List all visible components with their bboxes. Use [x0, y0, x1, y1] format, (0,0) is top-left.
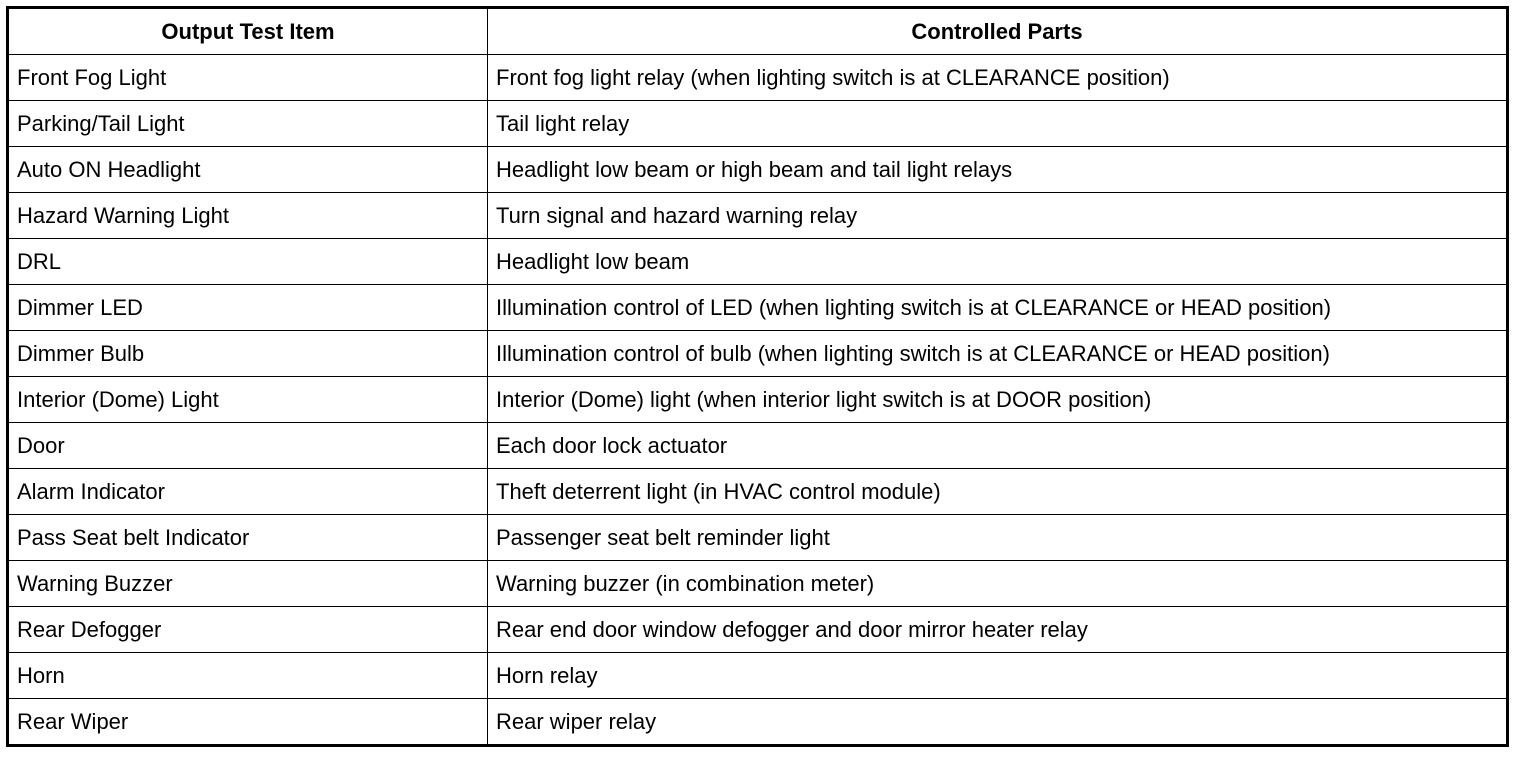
controlled-parts-cell: Front fog light relay (when lighting switch is at CLEARANCE position) — [488, 55, 1508, 101]
controlled-parts-cell: Theft deterrent light (in HVAC control module) — [488, 469, 1508, 515]
table-row — [8, 285, 1508, 331]
controlled-parts-cell: Rear wiper relay — [488, 699, 1508, 746]
controlled-parts-cell: Warning buzzer (in combination meter) — [488, 561, 1508, 607]
controlled-parts-cell: Illumination control of bulb (when lighting switch is at CLEARANCE or HEAD position) — [488, 331, 1508, 377]
controlled-parts-cell: Tail light relay — [488, 101, 1508, 147]
table-row — [8, 699, 1508, 746]
output-test-item-cell: Horn — [8, 653, 488, 699]
table-row — [8, 55, 1508, 101]
output-test-item-cell: Hazard Warning Light — [8, 193, 488, 239]
output-test-item-cell: Pass Seat belt Indicator — [8, 515, 488, 561]
output-test-item-cell: Door — [8, 423, 488, 469]
table-row — [8, 607, 1508, 653]
header-output-test-item: Output Test Item — [8, 8, 488, 55]
output-test-item-cell: Dimmer LED — [8, 285, 488, 331]
output-test-item-cell: Front Fog Light — [8, 55, 488, 101]
table-row — [8, 653, 1508, 699]
controlled-parts-cell: Turn signal and hazard warning relay — [488, 193, 1508, 239]
output-test-table-container — [6, 6, 1506, 747]
table-row — [8, 101, 1508, 147]
controlled-parts-cell: Interior (Dome) light (when interior light switch is at DOOR position) — [488, 377, 1508, 423]
output-test-item-cell: Parking/Tail Light — [8, 101, 488, 147]
output-test-table — [6, 6, 1509, 747]
table-row — [8, 469, 1508, 515]
table-body — [8, 55, 1508, 746]
output-test-item-cell: Alarm Indicator — [8, 469, 488, 515]
controlled-parts-cell: Headlight low beam — [488, 239, 1508, 285]
controlled-parts-cell: Headlight low beam or high beam and tail light relays — [488, 147, 1508, 193]
header-row — [8, 8, 1508, 55]
controlled-parts-cell: Each door lock actuator — [488, 423, 1508, 469]
table-row — [8, 193, 1508, 239]
table-row — [8, 423, 1508, 469]
table-row — [8, 239, 1508, 285]
controlled-parts-cell: Horn relay — [488, 653, 1508, 699]
output-test-item-cell: Dimmer Bulb — [8, 331, 488, 377]
output-test-item-cell: Interior (Dome) Light — [8, 377, 488, 423]
table-row — [8, 147, 1508, 193]
output-test-item-cell: Rear Wiper — [8, 699, 488, 746]
table-row — [8, 561, 1508, 607]
output-test-item-cell: DRL — [8, 239, 488, 285]
controlled-parts-cell: Illumination control of LED (when lighting switch is at CLEARANCE or HEAD position) — [488, 285, 1508, 331]
controlled-parts-cell: Passenger seat belt reminder light — [488, 515, 1508, 561]
controlled-parts-cell: Rear end door window defogger and door mirror heater relay — [488, 607, 1508, 653]
header-controlled-parts: Controlled Parts — [488, 8, 1508, 55]
table-row — [8, 377, 1508, 423]
output-test-item-cell: Auto ON Headlight — [8, 147, 488, 193]
output-test-item-cell: Warning Buzzer — [8, 561, 488, 607]
table-row — [8, 331, 1508, 377]
table-header — [8, 8, 1508, 55]
table-row — [8, 515, 1508, 561]
output-test-item-cell: Rear Defogger — [8, 607, 488, 653]
